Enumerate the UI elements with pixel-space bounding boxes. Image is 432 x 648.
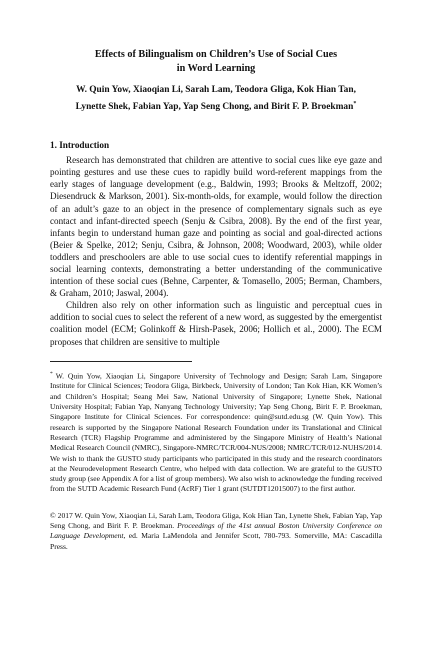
paper-title: [50, 48, 382, 76]
authors-line-2: Lynette Shek, Fabian Yap, Yap Seng Chong, and Birit F. P. Broekman: [75, 101, 354, 112]
proceedings-title: Proceedings of the 41st annual Boston University Conference on Language Development: [50, 521, 382, 541]
footnote-divider: [50, 361, 192, 362]
authors-line-1: W. Quin Yow, Xiaoqian Li, Sarah Lam, Teodora Gliga, Kok Hian Tan,: [76, 85, 356, 95]
author-footnote-mark: *: [353, 100, 357, 107]
title-line-1: Effects of Bilingualism on Children’s Use of Social Cues: [94, 49, 338, 60]
paragraph-2: Children also rely on other information such as linguistic and perceptual cues in addition to social cues to select the referent of a new word, as suggested by the emergentist coalition model (ECM; Golinkoff & Hirsh-Pasek, 2006; Hollich et al., 2000). The ECM proposes that children are sensitive to multiple: [50, 300, 382, 347]
section-heading: 1. Introduction: [50, 140, 110, 151]
title-line-2: in Word Learning: [176, 63, 256, 74]
paper-page: [50, 48, 382, 552]
copyright-suffix: , ed. Maria LaMendola and Jennifer Scott, 780-793. Somerville, MA: Cascadilla Press.: [50, 531, 382, 551]
footnote-text: W. Quin Yow, Xiaoqian Li, Singapore University of Technology and Design; Sarah Lam, Singapore Institute for Clinical Sciences; Teodora Gliga, Birkbeck, University of London; Tan Kok Hian, KK Women’s and Children’s Hospital; Seang Mei Saw, National University of Singapore; Lynette Shek, National University Hospital; Fabian Yap, Nanyang Technology University; Yap Seng Chong, Birit F. P. Broekman, Singapore Institute for Clinical Sciences. For correspondence: quin@sutd.edu.sg (W. Quin Yow). This research is supported by the Singapore National Research Foundation under its Translational and Clinical Research (TCR) Flagship Programme and administered by the Singapore Ministry of Health’s National Medical Research Council (NMRC), Singapore-NMRC/TCR/004-NUS/2008; NMRC/TCR/012-NUHS/2014. We wish to thank the GUSTO study participants who participated in this study and the research coordinators at the Neurodevelopment Research Centre, who helped with data collection. We are grateful to the GUSTO study group (see Appendix A for a list of group members). We also wish to acknowledge the funding received from the SUTD Academic Research Fund (AcRF) Tier 1 grant (SUTDT12015007) to the first author.: [50, 371, 382, 494]
author-list: [50, 84, 382, 114]
author-footnote: [50, 369, 382, 495]
copyright-notice: [50, 511, 382, 552]
copyright-prefix: © 2017 W. Quin Yow, Xiaoqian Li, Sarah Lam, Teodora Gliga, Kok Hian Tan, Lynette Shek, Fabian Yap, Yap Seng Chong, and Birit F. P. Broekman.: [50, 510, 382, 530]
paragraph-1: Research has demonstrated that children are attentive to social cues like eye gaze and pointing gestures and use these cues to rapidly build word-referent mappings from the early stages of language development (e.g., Baldwin, 1993; Brooks & Meltzoff, 2002; Diesendruck & Markson, 2001). Six-month-olds, for example, would follow the direction of an adult’s gaze to an object in the presence of complementary signals such as eye contact and infant-directed speech (Senju & Csibra, 2008). By the end of the first year, infants begin to understand human gaze and pointing as social and goal-directed actions (Beier & Spelke, 2012; Senju, Csibra, & Johnson, 2008; Woodward, 2003), while older toddlers and preschoolers are able to use social cues to identify referential mappings in social learning contexts, demonstrating a better understanding of the communicative intention of these social cues (Behne, Carpenter, & Tomasello, 2005; Berman, Chambers, & Graham, 2010; Jaswal, 2004).: [50, 155, 382, 299]
footnote-mark: *: [50, 370, 53, 377]
